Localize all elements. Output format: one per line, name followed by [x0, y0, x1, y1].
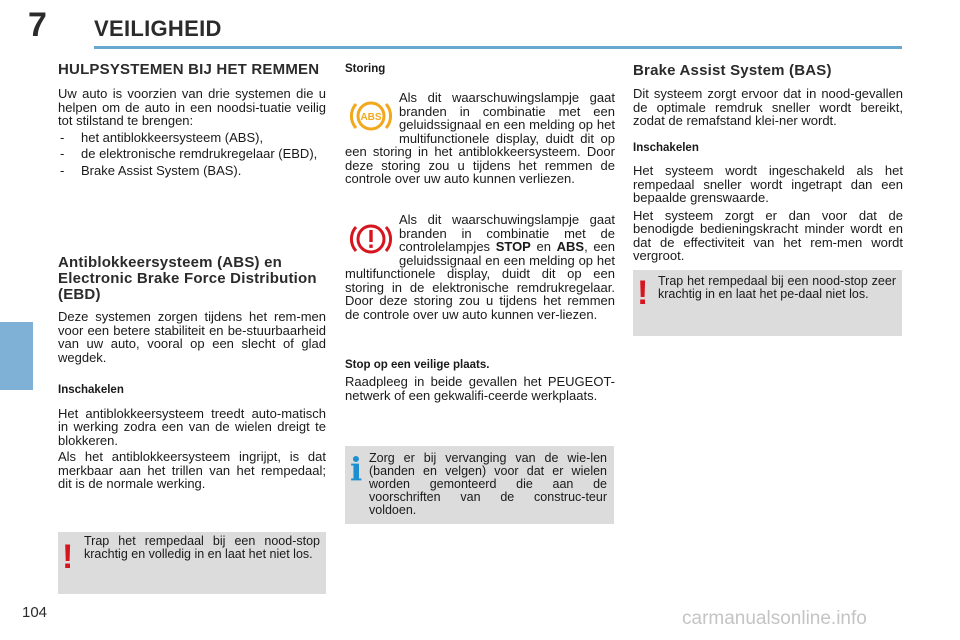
bas-inschakelen-heading: Inschakelen: [633, 141, 699, 154]
raadpleeg-text: Raadpleeg in beide gevallen het PEUGEOT-netwerk of een gekwalifi-ceerde werkplaats.: [345, 374, 615, 403]
warning-exclamation-icon: !: [62, 538, 74, 576]
abs-paragraph-1: Het antiblokkeersysteem treedt auto-matisch in werking zodra een van de wielen dreigt te blokkeren.: [58, 405, 326, 448]
column-malfunction: [345, 60, 615, 440]
info-text: Zorg er bij vervanging van de wie-len (banden en velgen) voor dat er wielen worden gemonteerd die aan de voorschriften van de construc-teur voldoen.: [369, 451, 607, 517]
column-bas: [633, 60, 903, 263]
bas-paragraph-2: Het systeem zorgt er dan voor dat de benodigde bedieningskracht minder wordt en dat de effectiviteit van het rem-men wordt vergroot.: [633, 207, 903, 263]
warning-text: Trap het rempedaal bij een nood-stop krachtig en volledig in en laat het niet los.: [84, 534, 320, 561]
warning-box-emergency-stop: [58, 532, 326, 594]
abs-lamp-text: Als dit waarschuwingslampje gaat branden in combinatie met een geluidssignaal en een melding op het multifunctionele display, duidt dit op een storing in het antiblokkeersysteem. Door deze storing zou u tijdens het remmen de controle over uw auto kunnen verliezen.: [345, 90, 615, 186]
list-item: - Brake Assist System (BAS).: [58, 164, 326, 178]
warning-text: Trap het rempedaal bij een nood-stop zeer krachtig in en laat het pe-daal niet los.: [658, 274, 896, 301]
list-item: - het antiblokkeersysteem (ABS),: [58, 131, 326, 145]
abs-inschakelen-heading: Inschakelen: [58, 384, 124, 396]
info-icon: i: [350, 450, 363, 488]
chapter-number: 7: [28, 6, 47, 44]
header-rule: [94, 46, 902, 49]
warning-box-bas: [633, 270, 902, 336]
stop-safe-heading: Stop op een veilige plaats.: [345, 359, 490, 371]
page-number: 104: [22, 604, 48, 621]
column-braking-aids: [58, 60, 326, 491]
chapter-side-tab: [0, 322, 33, 390]
section-title-abs-ebd: Antiblokkeersysteem (ABS) en Electronic Brake Force Distribution (EBD): [58, 254, 317, 303]
abs-intro: Deze systemen zorgen tijdens het rem-men voor een betere stabiliteit en be-stuurbaarheid van uw auto, vooral op een slecht of glad wegdek.: [58, 309, 326, 365]
watermark: carmanualsonline.info: [682, 608, 867, 629]
abs-paragraph-2: Als het antiblokkeersysteem ingrijpt, is dat merkbaar aan het trillen van het rempedaal; dit is de normale werking.: [58, 449, 326, 491]
chapter-title: VEILIGHEID: [94, 16, 222, 41]
hulp-list: [58, 131, 326, 178]
section-title-hulpsystemen: HULPSYSTEMEN BIJ HET REMMEN: [58, 61, 320, 78]
bas-paragraph-1: Het systeem wordt ingeschakeld als het rempedaal sneller wordt ingetrapt dan een bepaalde grenswaarde.: [633, 163, 903, 205]
section-title-bas: Brake Assist System (BAS): [633, 62, 832, 79]
bas-intro: Dit systeem zorgt ervoor dat in nood-gevallen de optimale remdruk sneller wordt bereikt, zodat de remafstand klei-ner wordt.: [633, 86, 903, 128]
abs-icon-label: ABS: [360, 112, 382, 123]
warning-exclamation-icon: !: [637, 274, 649, 312]
storing-heading: Storing: [345, 63, 386, 75]
hulp-intro: Uw auto is voorzien van drie systemen die u helpen om de auto in een noodsi-tuatie veilig tot stilstand te brengen:: [58, 86, 326, 128]
brake-lamp-text: Als dit waarschuwingslampje gaat branden in combinatie met de controlelampjes STOP en ABS, een geluidssignaal en een melding op het multifunctionele display, duidt dit op een storing in de elektronische remdrukregelaar. Door deze storing zou u tijdens het remmen de controle over uw auto kunnen ver-liezen.: [345, 212, 616, 322]
info-box-wheels: [345, 446, 614, 524]
list-item: - de elektronische remdrukregelaar (EBD),: [58, 147, 326, 161]
